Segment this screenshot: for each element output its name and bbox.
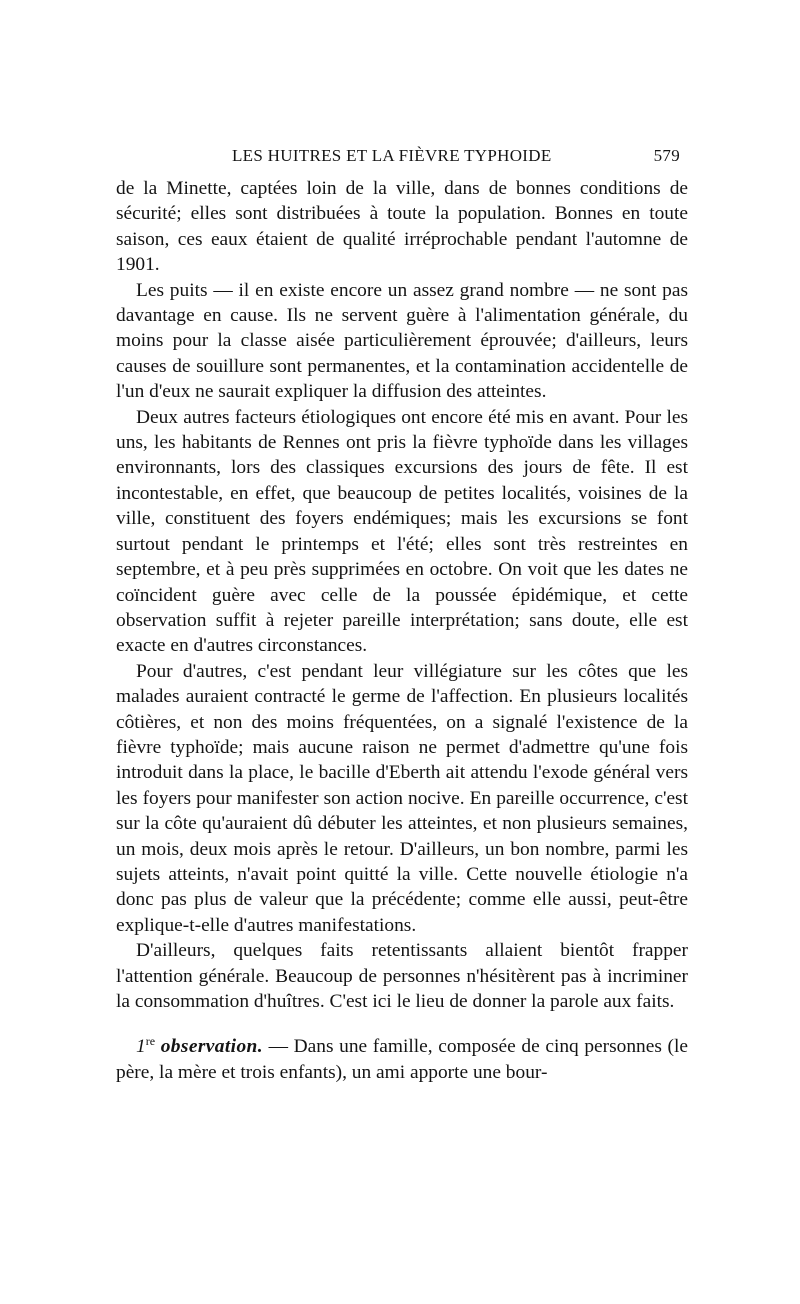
running-title: LES HUITRES ET LA FIÈVRE TYPHOIDE xyxy=(232,146,552,165)
observation-text: — Dans une famille, composée de cinq personnes (le père, la mère et trois enfants), un ami apporte une bour- xyxy=(116,1036,689,1083)
observation-title: observation. xyxy=(160,1036,263,1058)
paragraph-other-factors: Deux autres facteurs étiologiques ont encore été mis en avant. Pour les uns, les habitants de Rennes ont pris la fièvre typhoïde dans les villages environnants, lors des classiques excursions des jours de fête. Il est incontestable, en effet, que beaucoup de petites localités, voisines de la ville, constituent des foyers endémiques; mais les excursions se font surtout pendant le printemps et l'été; elles sont très restreintes en septembre, et à peu près supprimées en octobre. On voit que les dates ne coïncident guère avec celle de la poussée épidémique, et cette observation suffit à rejeter pareille interprétation; sans doute, elle est exacte en d'autres circonstances. xyxy=(116,406,688,657)
paragraph-continued: de la Minette, captées loin de la ville, dans de bonnes conditions de sécurité; elles sont distribuées à toute la population. Bonnes en toute saison, ces eaux étaient de qualité irréprochable pendant l'automne de 1901. xyxy=(116,178,688,276)
page-body xyxy=(116,176,688,1085)
paragraph-coastal-stays: Pour d'autres, c'est pendant leur villégiature sur les côtes que les malades auraient contracté le germe de l'affection. En plusieurs localités côtières, et non des moins fréquentées, on a signalé l'existence de la fièvre typhoïde; mais aucune raison ne permet d'admettre qu'une fois introduit dans la place, le bacille d'Eberth ait attendu l'exode général vers les foyers pour manifester son action nocive. En pareille occurrence, c'est sur la côte qu'auraient dû débuter les atteintes, et non plusieurs semaines, un mois, deux mois après le retour. D'ailleurs, un bon nombre, parmi les sujets atteints, n'avait point quitté la ville. Cette nouvelle étiologie n'a donc pas plus de valeur que la précédente; comme elle aussi, peut-être explique-t-elle d'autres manifestations. xyxy=(116,660,688,936)
observation-paragraph xyxy=(116,1029,688,1085)
paragraph-wells: Les puits — il en existe encore un assez grand nombre — ne sont pas davantage en cause. Ils ne servent guère à l'alimentation générale, du moins pour la classe aisée particulièrement éprouvée; d'ailleurs, leurs causes de souillure sont permanentes, et la contamination accidentelle de l'un d'eux ne saurait expliquer la diffusion des atteintes. xyxy=(116,279,688,403)
observation-number: 1re xyxy=(136,1034,156,1058)
running-header xyxy=(116,146,680,172)
observation-number-suffix: re xyxy=(145,1034,156,1049)
page-number: 579 xyxy=(653,146,680,165)
paragraph-oysters: D'ailleurs, quelques faits retentissants allaient bientôt frapper l'attention générale. Beaucoup de personnes n'hésitèrent pas à incriminer la consommation d'huîtres. C'est ici le lieu de donner la parole aux faits. xyxy=(116,940,688,1012)
